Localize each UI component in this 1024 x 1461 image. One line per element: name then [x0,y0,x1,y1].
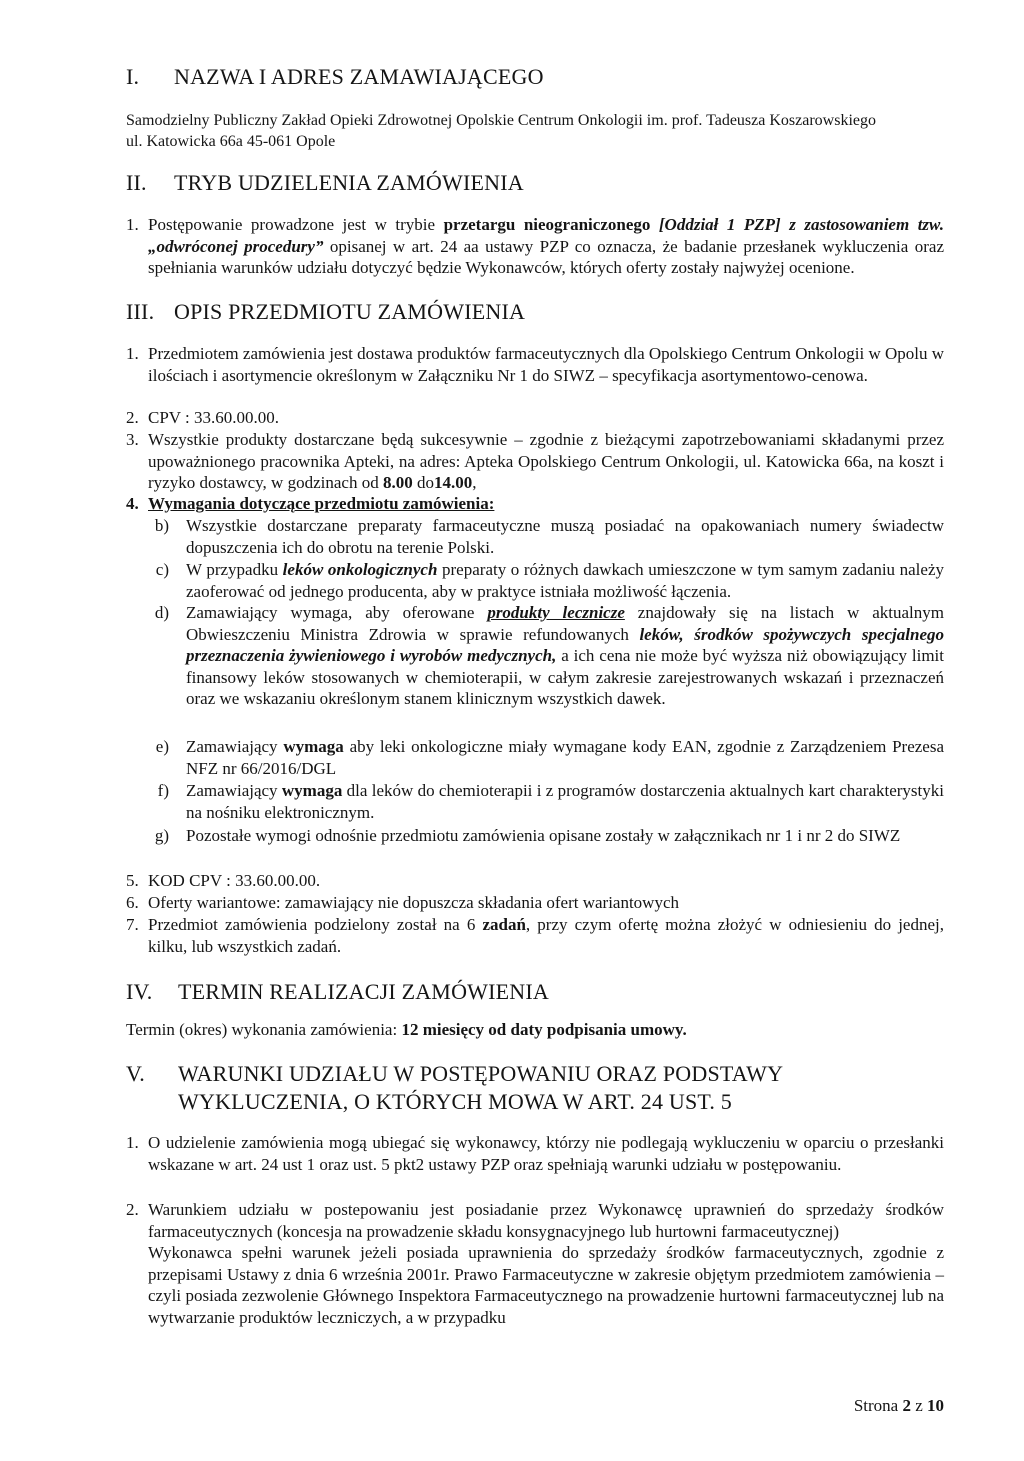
org-name: Samodzielny Publiczny Zakład Opieki Zdrowotnej Opolskie Centrum Onkologii im. prof. Tadeusza Koszarowskiego [126,112,876,129]
section-number: I. [126,64,140,89]
item-text: Przedmiotem zamówienia jest dostawa produktów farmaceutycznych dla Opolskiego Centrum Onkologii w Opolu w ilościach i asortymencie określonym w Załączniku Nr 1 do SIWZ – specyfikacja asortymentowo-cenowa. [148,344,944,385]
item-text: Oferty wariantowe: zamawiający nie dopuszcza składania ofert wariantowych [148,893,680,912]
item-number: 2. [126,408,139,427]
sub-item-label: f) [157,781,169,800]
sub-item-text: Wszystkie dostarczane preparaty farmaceutyczne muszą posiadać na opakowaniach numery świadectw dopuszczenia ich do obrotu na terenie Polski. [186,516,944,557]
section-heading-1 [126,66,946,94]
sub-item-text: Pozostałe wymogi odnośnie przedmiotu zamówienia opisane zostały w załącznikach nr 1 i nr 2 do SIWZ [186,826,901,845]
item-heading: Wymagania dotyczące przedmiotu zamówienia: [148,494,495,513]
org-address: ul. Katowicka 66a 45-061 Opole [126,133,336,150]
section-title-line-2: WYKLUCZENIA, O KTÓRYCH MOWA W ART. 24 UST. 5 [178,1089,733,1114]
item-number: 1. [126,1133,139,1152]
section-title-line-1: WARUNKI UDZIAŁU W POSTĘPOWANIU ORAZ PODSTAWY [178,1061,784,1086]
section-heading-3 [126,301,946,329]
section-number: III. [126,299,155,324]
item-text: Wszystkie produkty dostarczane będą sukcesywnie – zgodnie z bieżącymi zapotrzebowaniami składanymi przez upoważnionego pracownika Apteki, na adres: Apteka Opolskiego Centrum Onkologii, ul. Katowicka 66a, na koszt i ryzyko dostawcy, w godzinach od 8.00 do14.00, [148,430,944,492]
section-title: NAZWA I ADRES ZAMAWIAJĄCEGO [174,64,544,89]
item-text: Postępowanie prowadzone jest w trybie przetargu nieograniczonego [Oddział 1 PZP] z zastosowaniem tzw. „odwróconej procedury” opisanej w art. 24 aa ustawy PZP co oznacza, że badanie przesłanek wykluczenia oraz spełniania warunków udziału dotyczyć będzie Wykonawców, których oferty zostały najwyżej ocenione. [148,215,944,277]
sub-item-text: W przypadku leków onkologicznych preparaty o różnych dawkach umieszczone w tym samym zadaniu należy zaoferować od jednego producenta, aby w praktyce istniała możliwość łączenia. [186,560,944,601]
sub-item-label: e) [155,737,169,756]
section-title: TRYB UDZIELENIA ZAMÓWIENIA [174,170,524,195]
page-number: Strona 2 z 10 [853,1396,944,1415]
item-text: Przedmiot zamówienia podzielony został na 6 zadań, przy czym ofertę można złożyć w odniesieniu do jednej, kilku, lub wszystkich zadań. [148,915,944,956]
item-number: 4. [126,494,139,513]
item-number: 6. [126,893,139,912]
sub-item-text: Zamawiający wymaga dla leków do chemioterapii i z programów dostarczenia aktualnych kart charakterystyki na nośniku elektronicznym. [186,781,944,822]
section-number: V. [126,1061,145,1086]
section-number: II. [126,170,147,195]
item-text: O udzielenie zamówienia mogą ubiegać się wykonawcy, którzy nie podlegają wykluczeniu w oparciu o przesłanki wskazane w art. 24 ust 1 oraz ust. 5 pkt2 ustawy PZP oraz spełniają warunki udziału w postępowaniu. [148,1133,944,1174]
section-title: TERMIN REALIZACJI ZAMÓWIENIA [178,979,549,1004]
sub-item-label: c) [155,560,169,579]
section-heading-4 [126,981,946,1009]
section-heading-5 [126,1063,946,1119]
section-number: IV. [126,979,153,1004]
item-number: 7. [126,915,139,934]
sub-item-label: g) [154,826,169,845]
item-number: 5. [126,871,139,890]
term-text: Termin (okres) wykonania zamówienia: 12 miesięcy od daty podpisania umowy. [126,1020,687,1039]
item-text: Warunkiem udziału w postepowaniu jest posiadanie przez Wykonawcę uprawnień do sprzedaży środków farmaceutycznych (koncesja na prowadzenie składu konsygnacyjnego lub hurtowni farmaceutycznej) Wykonawca spełni warunek jeżeli posiada uprawnienia do sprzedaży środków farmaceutycznych, zgodnie z przepisami Ustawy z dnia 6 września 2001r. Prawo Farmaceutyczne w zakresie objętym przedmiotem zamówienia – czyli posiada zezwolenie Głównego Inspektora Farmaceutycznego na prowadzenie hurtowni farmaceutycznej lub na wytwarzanie produktów leczniczych, a w przypadku [148,1200,944,1327]
item-text: KOD CPV : 33.60.00.00. [148,871,321,890]
item-text: CPV : 33.60.00.00. [148,408,279,427]
sub-item-text: Zamawiający wymaga aby leki onkologiczne miały wymagane kody EAN, zgodnie z Zarządzeniem Prezesa NFZ nr 66/2016/DGL [186,737,944,778]
sub-item-label: d) [154,603,169,622]
item-number: 1. [126,215,139,234]
sub-item-label: b) [154,516,169,535]
item-number: 1. [126,344,139,363]
section-title: OPIS PRZEDMIOTU ZAMÓWIENIA [174,299,526,324]
item-number: 3. [126,430,139,449]
item-number: 2. [126,1200,139,1219]
section-heading-2 [126,172,946,200]
sub-item-text: Zamawiający wymaga, aby oferowane produkty lecznicze znajdowały się na listach w aktualnym Obwieszczeniu Ministra Zdrowia w sprawie refundowanych leków, środków spożywczych specjalnego przeznaczenia żywieniowego i wyrobów medycznych, a ich cena nie może być wyższa niż obowiązujący limit finansowy leków stosowanych w chemioterapii, w całym zakresie zarejestrowanych wskazań i przeznaczeń oraz we wskazaniu określonym stanem klinicznym wszystkich dawek. [186,603,945,708]
